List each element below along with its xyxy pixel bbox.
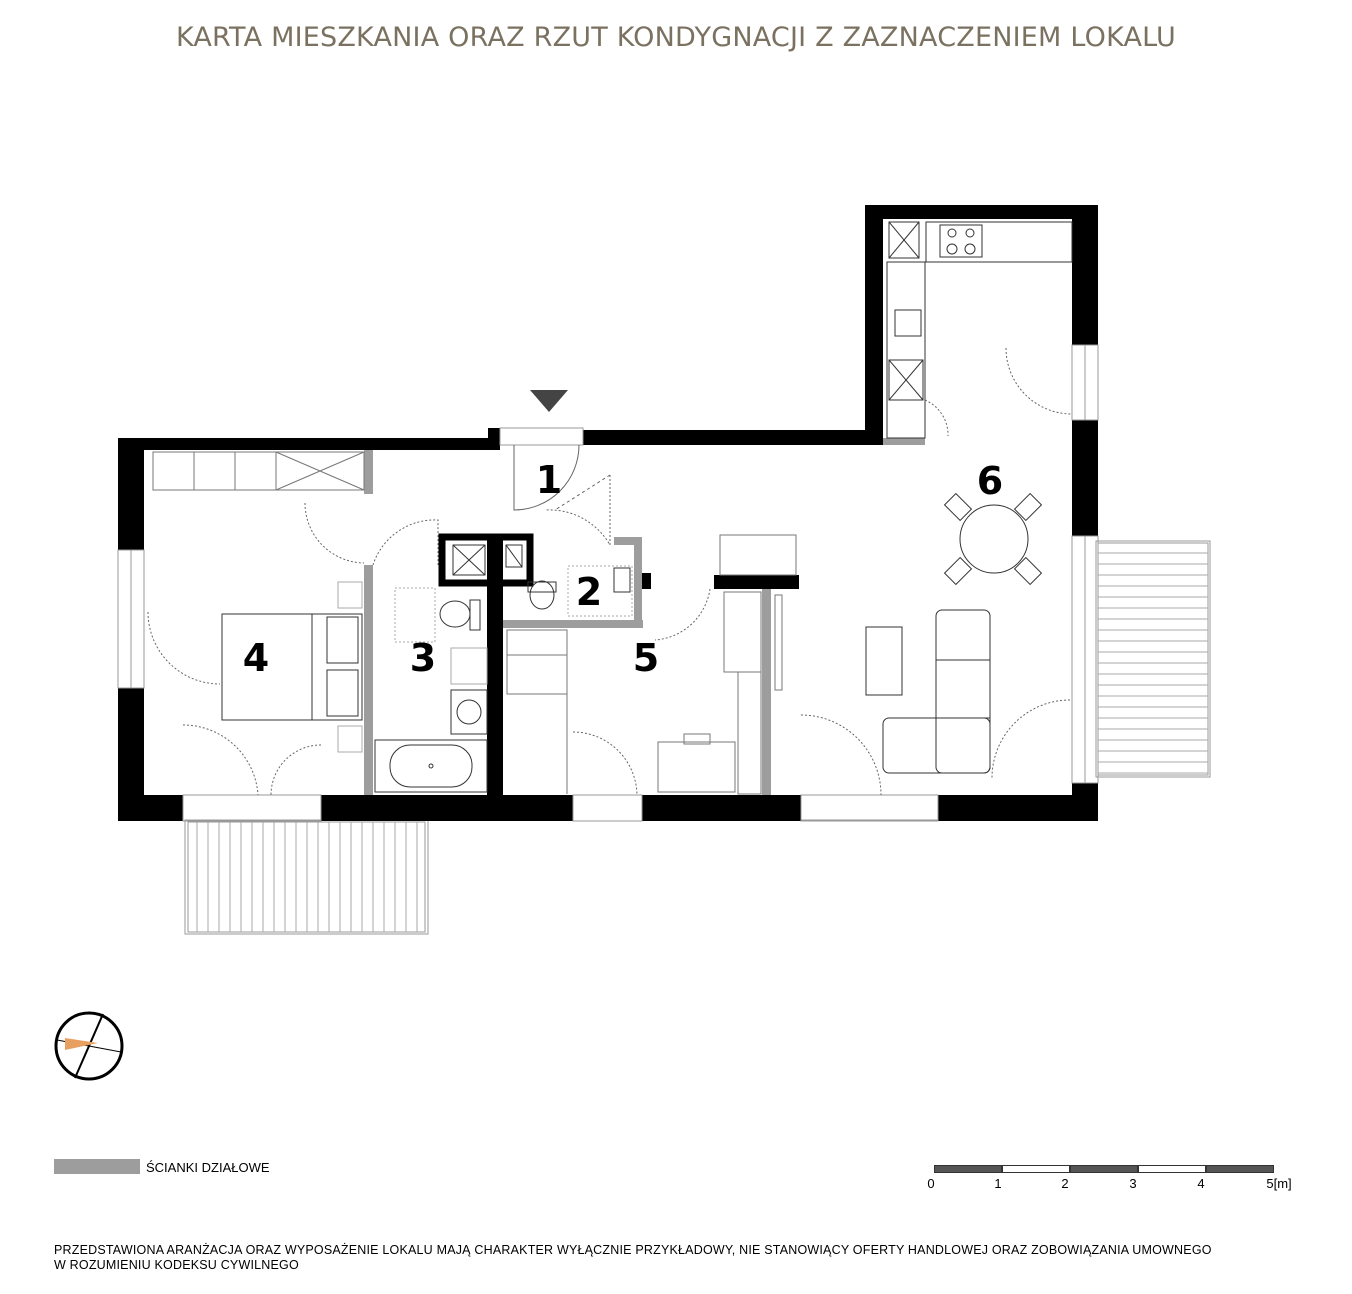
wardrobe-room4 <box>153 452 364 490</box>
balcony-right-boards <box>1098 553 1208 773</box>
scale-tick-3: 3 <box>1129 1176 1137 1191</box>
balcony-bottom-boards <box>197 822 417 932</box>
scale-tick-0: 0 <box>927 1176 935 1191</box>
partition-walls <box>364 438 925 795</box>
balcony-right <box>1096 541 1210 777</box>
scale-segment <box>1070 1165 1138 1173</box>
scale-tick-1: 1 <box>994 1176 1002 1191</box>
windows <box>118 345 1098 821</box>
partition-wall-swatch <box>54 1159 140 1174</box>
dining-table <box>945 494 1042 585</box>
scale-tick-4: 4 <box>1197 1176 1205 1191</box>
entrance-triangle-icon <box>530 390 568 412</box>
sofa <box>866 610 990 773</box>
scale-segment <box>1138 1165 1206 1173</box>
scale-segment <box>1206 1165 1274 1173</box>
disclaimer <box>54 1243 1276 1273</box>
room-label-6: 6 <box>976 459 1004 503</box>
toilet-3 <box>395 588 480 642</box>
bathtub <box>375 740 487 792</box>
room-labels <box>243 458 1003 680</box>
scale-segment <box>1002 1165 1070 1173</box>
scale-bar <box>934 1165 1274 1173</box>
partition-wall-label: ŚCIANKI DZIAŁOWE <box>146 1160 270 1175</box>
door-swings <box>148 348 1072 795</box>
scale-segment <box>934 1165 1002 1173</box>
washbasin-3 <box>451 648 487 734</box>
kitchen-counter <box>887 222 1072 438</box>
scale-tick-2: 2 <box>1061 1176 1069 1191</box>
room-label-1: 1 <box>535 458 563 502</box>
page-title: KARTA MIESZKANIA ORAZ RZUT KONDYGNACJI Z ZAZNACZENIEM LOKALU <box>175 22 1177 53</box>
disclaimer-line-2: W ROZUMIENIU KODEKSU CYWILNEGO <box>54 1258 299 1272</box>
disclaimer-line-1: PRZEDSTAWIONA ARANŻACJA ORAZ WYPOSAŻENIE LOKALU MAJĄ CHARAKTER WYŁĄCZNIE PRZYKŁADOWY, NIE STANOWIĄCY OFERTY HANDLOWEJ ORAZ ZOBOWIĄZANIA UMOWNEGO <box>54 1243 1212 1257</box>
scale-tick-5: 5[m] <box>1266 1176 1292 1191</box>
compass-icon <box>56 1013 122 1079</box>
exterior-walls <box>118 205 1098 821</box>
room-label-2: 2 <box>575 570 603 614</box>
room-label-4: 4 <box>242 636 270 680</box>
room-label-5: 5 <box>632 636 660 680</box>
room-label-3: 3 <box>409 636 437 680</box>
